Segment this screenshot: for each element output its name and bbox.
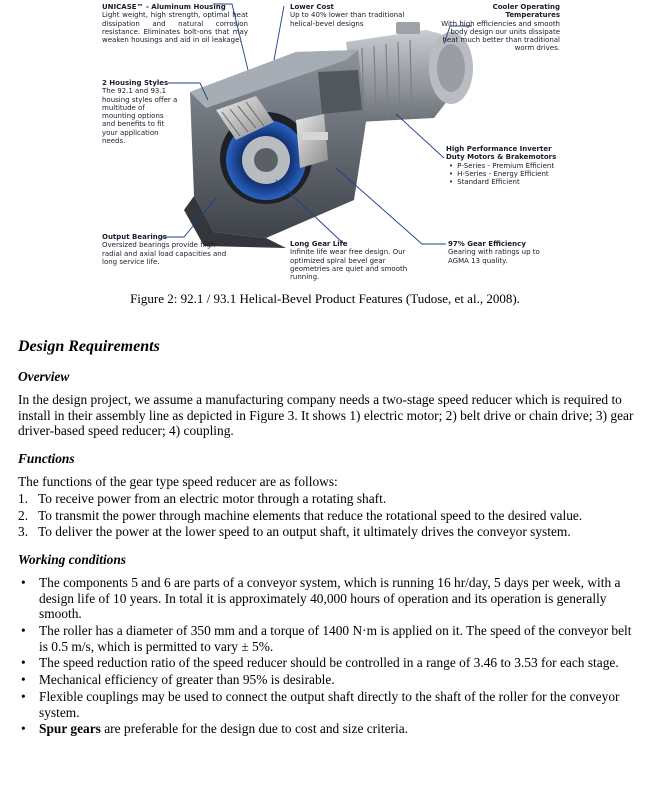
bullet-icon: • xyxy=(21,655,26,671)
callout-body: Up to 40% lower than traditional helical-bevel designs xyxy=(290,11,405,28)
bullet-icon: • xyxy=(21,574,26,590)
callout-gear-efficiency xyxy=(448,240,560,265)
overview-heading: Overview xyxy=(18,369,70,384)
document-body xyxy=(18,338,636,738)
figure-caption: Figure 2: 92.1 / 93.1 Helical-Bevel Product Features (Tudose, et al., 2008). xyxy=(130,291,520,306)
list-item-text: Mechanical efficiency of greater than 95% is desirable. xyxy=(39,672,335,688)
callout-title: 97% Gear Efficiency xyxy=(448,240,526,248)
callout-title: High Performance Inverter Duty Motors & Brakemotors xyxy=(446,145,557,162)
list-item xyxy=(18,623,636,654)
callout-body: The 92.1 and 93.1 housing styles offer a multitude of mounting options and benefits to fit your application needs. xyxy=(102,87,178,146)
list-item: • H-Series - Energy Efficient xyxy=(446,170,562,178)
list-item xyxy=(18,491,636,507)
working-conditions-list xyxy=(18,575,636,737)
callout-unicase-housing xyxy=(102,3,248,44)
list-item-text: To deliver the power at the lower speed to an output shaft, it ultimately drives the conveyor system. xyxy=(38,524,571,540)
list-item xyxy=(18,655,636,671)
list-item xyxy=(18,721,636,737)
list-item-text: are preferable for the design due to cost and size criteria. xyxy=(100,721,408,737)
functions-heading: Functions xyxy=(18,451,75,467)
callout-body: With high efficiencies and smooth body design our units dissipate heat much better than traditional worm drives. xyxy=(441,19,560,53)
bullet-icon: • xyxy=(21,623,26,639)
list-item-text: To transmit the power through machine elements that reduce the rotational speed to the desired value. xyxy=(38,507,583,523)
bullet-icon: • xyxy=(21,672,26,688)
callout-title: Lower Cost xyxy=(290,3,334,11)
bullet-icon: • xyxy=(21,688,26,704)
bullet-icon: • xyxy=(21,721,26,737)
list-item xyxy=(18,508,636,524)
list-item-text: The components 5 and 6 are parts of a conveyor system, which is running 16 hr/day, 5 days per week, with a design life of 10 years. In total it is approximately 40,000 hours of operation and its operation is generally smooth. xyxy=(39,574,621,622)
functions-intro: The functions of the gear type speed reducer are as follows: xyxy=(18,474,338,490)
list-item xyxy=(18,689,636,720)
callout-title: UNICASE™ - Aluminum Housing xyxy=(102,3,226,11)
callout-lower-cost xyxy=(290,3,418,28)
callout-cooler-temperatures xyxy=(436,3,560,53)
list-item-text: The speed reduction ratio of the speed reducer should be controlled in a range of 3.46 to 3.53 for each stage. xyxy=(39,655,619,671)
list-item-text: Flexible couplings may be used to connect the output shaft directly to the shaft of the roller for the conveyor system. xyxy=(39,688,620,720)
callout-high-performance-motors xyxy=(446,145,562,186)
list-number: 1. xyxy=(18,490,29,506)
emphasis-text: Spur gears xyxy=(39,721,101,737)
overview-paragraph: In the design project, we assume a manufacturing company needs a two-stage speed reducer which is required to install in their assembly line as depicted in Figure 3. It shows 1) electric motor; 2) belt drive or chain drive; 3) gear driver-based speed reducer; 4) coupling. xyxy=(18,392,634,439)
callout-body: Gearing with ratings up to AGMA 13 quality. xyxy=(448,248,540,265)
list-item xyxy=(18,524,636,540)
callout-title: Long Gear Life xyxy=(290,240,348,248)
callout-title: Output Bearings xyxy=(102,233,167,241)
callout-housing-styles xyxy=(102,79,178,145)
working-conditions-heading: Working conditions xyxy=(18,551,127,567)
callout-title: 2 Housing Styles xyxy=(102,79,169,87)
list-item xyxy=(18,672,636,688)
list-item xyxy=(18,575,636,622)
callout-body: Oversized bearings provide high radial and axial load capacities and long service life. xyxy=(102,241,227,266)
functions-list xyxy=(18,491,636,540)
callout-body: Light weight, high strength, optimal heat dissipation and natural corrosion resistance. Eliminates bolt-ons that may weaken housings and aid in oil leakage. xyxy=(102,11,248,45)
list-number: 2. xyxy=(18,507,29,523)
section-title: Design Requirements xyxy=(18,338,160,355)
list-item-text: To receive power from an electric motor through a rotating shaft. xyxy=(38,490,387,506)
callout-long-gear-life xyxy=(290,240,418,281)
product-figure xyxy=(96,0,562,288)
list-number: 3. xyxy=(18,524,29,540)
list-item: • Standard Efficient xyxy=(446,178,562,186)
callout-output-bearings xyxy=(102,233,228,266)
motor-series-list xyxy=(446,162,562,187)
callout-title: Cooler Operating Temperatures xyxy=(492,3,560,20)
list-item: • P-Series - Premium Efficient xyxy=(446,162,562,170)
list-item-text: The roller has a diameter of 350 mm and a torque of 1400 N·m is applied on it. The speed of the conveyor belt is 0.5 m/s, which is permitted to vary ± 5%. xyxy=(39,623,632,654)
callout-body: Infinite life wear free design. Our optimized spiral bevel gear geometries are quiet and smooth running. xyxy=(290,248,408,282)
